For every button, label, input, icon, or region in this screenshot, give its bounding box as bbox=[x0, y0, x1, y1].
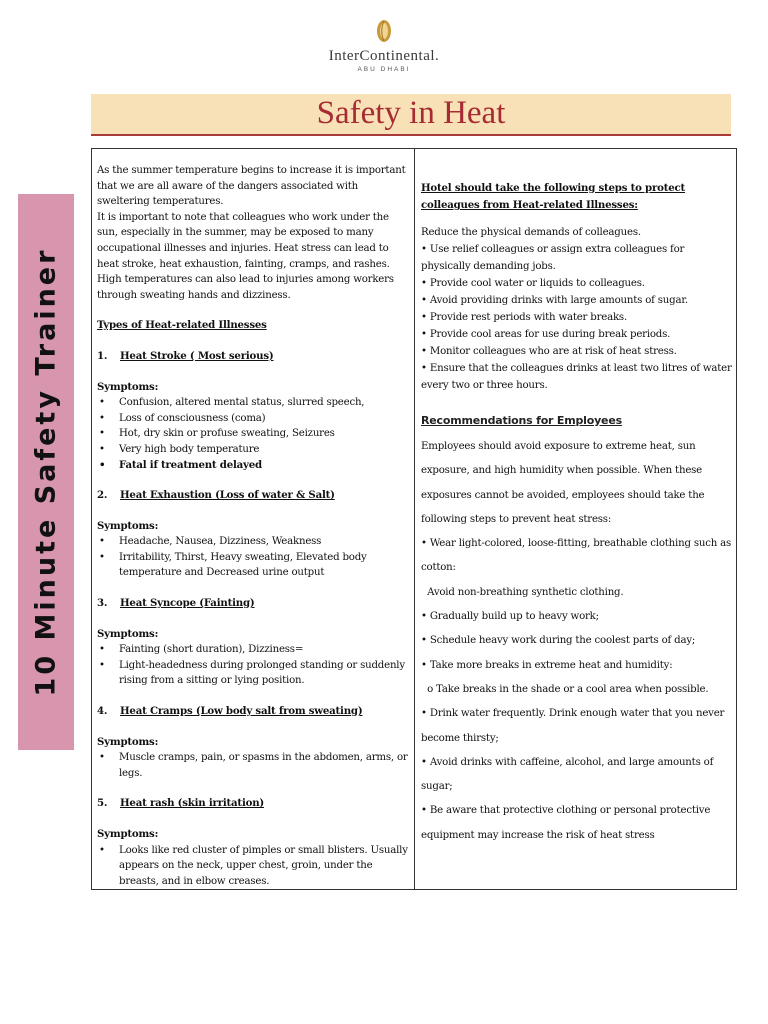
types-heading: Types of Heat-related Illnesses bbox=[97, 319, 267, 332]
intro-paragraph-1: As the summer temperature begins to increase it is important that we are all aware of the dangers associated with sweltering temperatures. bbox=[97, 165, 406, 208]
list-item: • Very high body temperature bbox=[97, 442, 409, 458]
list-item: • Ensure that the colleagues drinks at least two litres of water every two or three hours. bbox=[421, 363, 732, 391]
title-banner bbox=[91, 94, 731, 136]
list-item: • Fatal if treatment delayed bbox=[97, 458, 409, 474]
symptom-list bbox=[97, 750, 409, 781]
symptoms-label: Symptoms: bbox=[97, 519, 159, 532]
list-item: • Drink water frequently. Drink enough water that you never become thirsty; bbox=[421, 708, 725, 744]
list-item: • Avoid drinks with caffeine, alcohol, and large amounts of sugar; bbox=[421, 756, 714, 793]
side-banner-label: 10 Minute Safety Trainer bbox=[30, 247, 62, 697]
list-item: • Hot, dry skin or profuse sweating, Seizures bbox=[97, 426, 409, 442]
symptom-list bbox=[97, 534, 409, 581]
list-item: • Provide cool water or liquids to colleagues. bbox=[421, 278, 645, 289]
left-column bbox=[97, 163, 409, 889]
illness-2 bbox=[97, 488, 409, 504]
intro-paragraph-2: It is important to note that colleagues who work under the sun, especially in the summer, may be exposed to many occupational illnesses and injuries. Heat stress can lead to heat stroke, heat exhaustion, fainting, cramps, and rashes. High temperatures can also lead to injuries among workers through sweating hands and dizziness. bbox=[97, 211, 394, 301]
illness-number: 1. bbox=[97, 349, 108, 362]
list-item: • Be aware that protective clothing or personal protective equipment may increase the risk of heat stress bbox=[421, 805, 711, 841]
symptom-list bbox=[97, 642, 409, 689]
list-item: • Fainting (short duration), Dizziness= bbox=[97, 642, 409, 658]
list-item: • Muscle cramps, pain, or spasms in the abdomen, arms, or legs. bbox=[97, 750, 409, 781]
illness-number: 4. bbox=[97, 705, 108, 718]
illness-name: Heat rash (skin irritation) bbox=[120, 797, 265, 810]
hotel-steps-heading: Hotel should take the following steps to protect colleagues from Heat-related Illnesses: bbox=[421, 182, 686, 211]
illness-1 bbox=[97, 349, 409, 365]
list-item: • Monitor colleagues who are at risk of heat stress. bbox=[421, 346, 677, 357]
illness-4 bbox=[97, 704, 409, 720]
list-item: • Looks like red cluster of pimples or small blisters. Usually appears on the neck, upper chest, groin, under the breasts, and in elbow creases. bbox=[97, 843, 409, 890]
illness-number: 2. bbox=[97, 489, 108, 502]
illness-name: Heat Cramps (Low body salt from sweating) bbox=[120, 705, 363, 718]
brand-location: ABU DHABI bbox=[357, 66, 411, 73]
list-item: • Provide cool areas for use during break periods. bbox=[421, 329, 671, 340]
list-item: • Headache, Nausea, Dizziness, Weakness bbox=[97, 534, 409, 550]
symptoms-label: Symptoms: bbox=[97, 627, 159, 640]
symptom-list bbox=[97, 395, 409, 473]
illness-name: Heat Stroke ( Most serious) bbox=[120, 349, 274, 362]
list-item: • Loss of consciousness (coma) bbox=[97, 411, 409, 427]
illness-number: 5. bbox=[97, 797, 108, 810]
brand-name: InterContinental. bbox=[328, 48, 440, 64]
list-item: Avoid non-breathing synthetic clothing. bbox=[421, 586, 624, 598]
symptoms-label: Symptoms: bbox=[97, 380, 159, 393]
illness-name: Heat Syncope (Fainting) bbox=[120, 597, 255, 610]
list-item: • Light-headedness during prolonged standing or suddenly rising from a sitting or lying position. bbox=[97, 658, 409, 689]
right-column bbox=[421, 180, 733, 848]
hotel-steps-intro: Reduce the physical demands of colleagues. bbox=[421, 227, 641, 238]
list-item: • Irritability, Thirst, Heavy sweating, Elevated body temperature and Decreased urine output bbox=[97, 550, 409, 581]
list-item: • Use relief colleagues or assign extra colleagues for physically demanding jobs. bbox=[421, 244, 685, 272]
illness-number: 3. bbox=[97, 597, 108, 610]
list-item: • Avoid providing drinks with large amounts of sugar. bbox=[421, 295, 688, 306]
hotel-logo bbox=[0, 18, 768, 73]
page-title: Safety in Heat bbox=[316, 95, 506, 131]
list-item: • Wear light-colored, loose-fitting, breathable clothing such as cotton: bbox=[421, 538, 732, 574]
symptoms-label: Symptoms: bbox=[97, 828, 159, 840]
list-item: • Schedule heavy work during the coolest parts of day; bbox=[421, 635, 696, 647]
list-item: • Provide rest periods with water breaks. bbox=[421, 312, 627, 323]
flame-logo-icon bbox=[375, 18, 393, 44]
symptom-list bbox=[97, 843, 409, 890]
illness-3 bbox=[97, 596, 409, 612]
illness-5 bbox=[97, 796, 409, 812]
recommendations-intro: Employees should avoid exposure to extreme heat, sun exposure, and high humidity when possible. When these exposures cannot be avoided, employees should take the following steps to prevent heat stress: bbox=[421, 441, 705, 525]
symptoms-label: Symptoms: bbox=[97, 735, 159, 748]
list-item: o Take breaks in the shade or a cool area when possible. bbox=[421, 683, 709, 695]
list-item: • Gradually build up to heavy work; bbox=[421, 611, 599, 623]
recommendations-heading: Recommendations for Employees bbox=[421, 414, 622, 427]
illness-name: Heat Exhaustion (Loss of water & Salt) bbox=[120, 489, 335, 502]
list-item: • Take more breaks in extreme heat and humidity: bbox=[421, 659, 673, 671]
list-item: • Confusion, altered mental status, slurred speech, bbox=[97, 395, 409, 411]
column-divider bbox=[414, 148, 415, 890]
